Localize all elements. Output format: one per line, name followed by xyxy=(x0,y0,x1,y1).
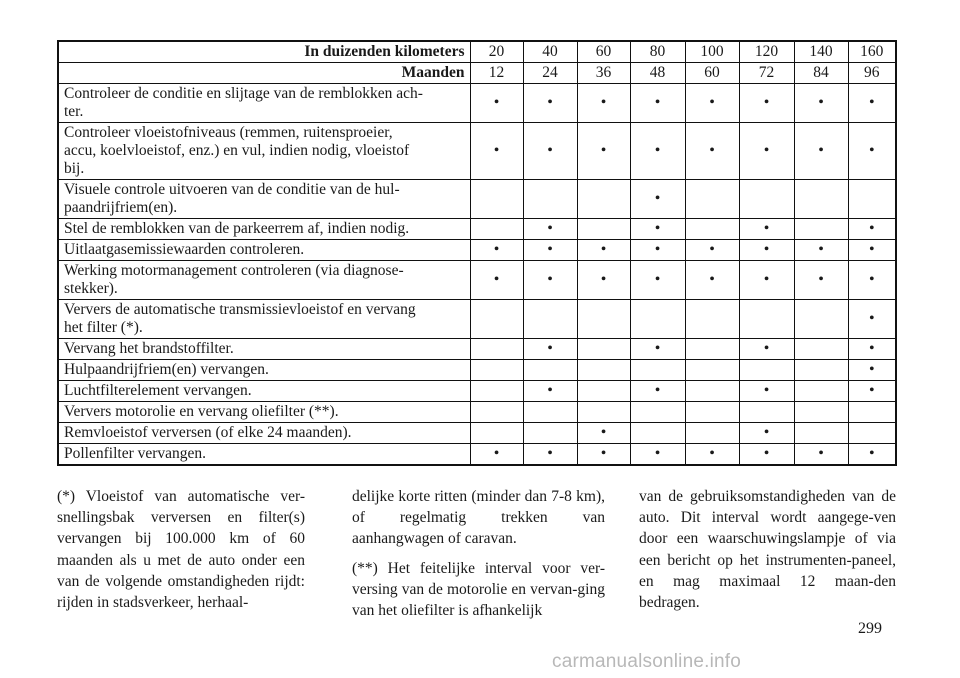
service-mark: • xyxy=(630,123,685,180)
empty-cell xyxy=(523,402,577,423)
schedule-row xyxy=(58,219,896,240)
service-mark: • xyxy=(470,123,523,180)
page-number: 299 xyxy=(858,620,882,637)
service-mark: • xyxy=(794,261,848,300)
schedule-row xyxy=(58,240,896,261)
empty-cell xyxy=(470,402,523,423)
empty-cell xyxy=(577,381,630,402)
task-label: Werking motormanagement controleren (via diagnose- stekker). xyxy=(58,261,470,300)
month-value: 24 xyxy=(523,63,577,84)
service-mark: • xyxy=(739,339,794,360)
empty-cell xyxy=(470,360,523,381)
empty-cell xyxy=(577,219,630,240)
footnote-transmission: (*) Vloeistof van automatische ver-snellingsbak verversen en filter(s) vervangen bij 100.000 km of 60 maanden als u met de auto onder een van de volgende omstandigheden rijdt: rijden in stadsverkeer, herhaal- xyxy=(57,488,305,612)
empty-cell xyxy=(794,360,848,381)
km-value: 60 xyxy=(577,41,630,63)
schedule-row xyxy=(58,300,896,339)
service-mark: • xyxy=(470,261,523,300)
service-mark: • xyxy=(794,240,848,261)
empty-cell xyxy=(577,360,630,381)
service-mark: • xyxy=(630,339,685,360)
empty-cell xyxy=(470,339,523,360)
empty-cell xyxy=(470,423,523,444)
task-label: Remvloeistof verversen (of elke 24 maanden). xyxy=(58,423,470,444)
empty-cell xyxy=(685,219,739,240)
empty-cell xyxy=(848,180,896,219)
service-mark: • xyxy=(577,444,630,466)
service-mark: • xyxy=(848,219,896,240)
km-value: 140 xyxy=(794,41,848,63)
empty-cell xyxy=(577,300,630,339)
schedule-row xyxy=(58,444,896,466)
empty-cell xyxy=(470,180,523,219)
service-mark: • xyxy=(685,123,739,180)
service-mark: • xyxy=(523,240,577,261)
month-value: 60 xyxy=(685,63,739,84)
empty-cell xyxy=(630,360,685,381)
service-mark: • xyxy=(630,84,685,123)
service-mark: • xyxy=(739,84,794,123)
service-mark: • xyxy=(577,240,630,261)
month-value: 48 xyxy=(630,63,685,84)
footnote-column-2 xyxy=(352,486,605,629)
empty-cell xyxy=(794,339,848,360)
km-value: 160 xyxy=(848,41,896,63)
service-mark: • xyxy=(794,84,848,123)
schedule-row xyxy=(58,180,896,219)
service-mark: • xyxy=(630,381,685,402)
schedule-row xyxy=(58,84,896,123)
empty-cell xyxy=(523,300,577,339)
service-mark: • xyxy=(577,423,630,444)
service-mark: • xyxy=(685,261,739,300)
empty-cell xyxy=(739,402,794,423)
empty-cell xyxy=(685,381,739,402)
month-value: 84 xyxy=(794,63,848,84)
service-mark: • xyxy=(848,444,896,466)
service-mark: • xyxy=(794,123,848,180)
empty-cell xyxy=(794,300,848,339)
service-mark: • xyxy=(470,84,523,123)
service-mark: • xyxy=(630,444,685,466)
service-mark: • xyxy=(470,444,523,466)
task-label: Ververs motorolie en vervang oliefilter (**). xyxy=(58,402,470,423)
task-label: Pollenfilter vervangen. xyxy=(58,444,470,466)
service-mark: • xyxy=(739,423,794,444)
empty-cell xyxy=(848,423,896,444)
service-mark: • xyxy=(794,444,848,466)
empty-cell xyxy=(630,423,685,444)
empty-cell xyxy=(577,402,630,423)
task-label: Stel de remblokken van de parkeerrem af, indien nodig. xyxy=(58,219,470,240)
month-value: 12 xyxy=(470,63,523,84)
task-label: Luchtfilterelement vervangen. xyxy=(58,381,470,402)
footnote-oil-interval-cont: van de gebruiksomstandigheden van de auto. Dit interval wordt aangege-ven door een waarschuwingslampje of via een bericht op het instrumenten-paneel, en mag maximaal 12 maan-den bedragen. xyxy=(639,488,896,612)
empty-cell xyxy=(739,360,794,381)
schedule-row xyxy=(58,123,896,180)
empty-cell xyxy=(630,402,685,423)
task-label: Ververs de automatische transmissievloeistof en vervang het filter (*). xyxy=(58,300,470,339)
service-mark: • xyxy=(523,84,577,123)
km-header-label: In duizenden kilometers xyxy=(58,41,470,63)
task-label: Uitlaatgasemissiewaarden controleren. xyxy=(58,240,470,261)
service-mark: • xyxy=(630,180,685,219)
empty-cell xyxy=(685,423,739,444)
service-mark: • xyxy=(685,444,739,466)
service-mark: • xyxy=(848,261,896,300)
empty-cell xyxy=(523,423,577,444)
schedule-row xyxy=(58,339,896,360)
service-mark: • xyxy=(739,240,794,261)
empty-cell xyxy=(794,180,848,219)
schedule-row xyxy=(58,381,896,402)
empty-cell xyxy=(630,300,685,339)
km-value: 40 xyxy=(523,41,577,63)
km-value: 20 xyxy=(470,41,523,63)
month-value: 72 xyxy=(739,63,794,84)
service-mark: • xyxy=(523,444,577,466)
watermark: carmanualsonline.info xyxy=(552,651,742,672)
service-mark: • xyxy=(470,240,523,261)
service-mark: • xyxy=(739,261,794,300)
task-label: Controleer vloeistofniveaus (remmen, ruitensproeier, accu, koelvloeistof, enz.) en vul, indien nodig, vloeistof bij. xyxy=(58,123,470,180)
km-value: 120 xyxy=(739,41,794,63)
service-mark: • xyxy=(739,219,794,240)
empty-cell xyxy=(685,300,739,339)
empty-cell xyxy=(794,402,848,423)
month-value: 96 xyxy=(848,63,896,84)
service-mark: • xyxy=(848,300,896,339)
service-mark: • xyxy=(739,381,794,402)
service-mark: • xyxy=(523,381,577,402)
empty-cell xyxy=(470,219,523,240)
service-mark: • xyxy=(685,84,739,123)
empty-cell xyxy=(739,180,794,219)
header-row-months xyxy=(58,63,896,84)
empty-cell xyxy=(685,360,739,381)
empty-cell xyxy=(577,339,630,360)
footnote-transmission-cont: delijke korte ritten (minder dan 7-8 km), of regelmatig trekken van aanhangwagen of caravan. xyxy=(352,488,605,548)
empty-cell xyxy=(794,381,848,402)
footnote-column-3 xyxy=(639,486,896,621)
schedule-row xyxy=(58,360,896,381)
service-mark: • xyxy=(739,123,794,180)
km-value: 100 xyxy=(685,41,739,63)
empty-cell xyxy=(577,180,630,219)
empty-cell xyxy=(470,381,523,402)
schedule-row xyxy=(58,261,896,300)
empty-cell xyxy=(685,339,739,360)
service-mark: • xyxy=(630,240,685,261)
service-mark: • xyxy=(523,339,577,360)
service-mark: • xyxy=(577,261,630,300)
empty-cell xyxy=(523,180,577,219)
empty-cell xyxy=(523,360,577,381)
empty-cell xyxy=(848,402,896,423)
service-mark: • xyxy=(630,261,685,300)
service-mark: • xyxy=(523,123,577,180)
months-header-label: Maanden xyxy=(58,63,470,84)
task-label: Vervang het brandstoffilter. xyxy=(58,339,470,360)
empty-cell xyxy=(685,402,739,423)
service-mark: • xyxy=(630,219,685,240)
task-label: Visuele controle uitvoeren van de conditie van de hul- paandrijfriem(en). xyxy=(58,180,470,219)
empty-cell xyxy=(685,180,739,219)
service-mark: • xyxy=(523,261,577,300)
service-mark: • xyxy=(577,84,630,123)
empty-cell xyxy=(794,423,848,444)
service-mark: • xyxy=(685,240,739,261)
service-mark: • xyxy=(848,360,896,381)
service-mark: • xyxy=(848,381,896,402)
service-mark: • xyxy=(848,123,896,180)
service-mark: • xyxy=(523,219,577,240)
footnote-column-1 xyxy=(57,486,305,621)
schedule-row xyxy=(58,423,896,444)
task-label: Controleer de conditie en slijtage van de remblokken ach- ter. xyxy=(58,84,470,123)
month-value: 36 xyxy=(577,63,630,84)
km-value: 80 xyxy=(630,41,685,63)
empty-cell xyxy=(470,300,523,339)
header-row-km xyxy=(58,41,896,63)
footnote-oil-interval: (**) Het feitelijke interval voor ver-versing van de motorolie en vervan-ging van het oliefilter is afhankelijk xyxy=(352,559,605,620)
service-mark: • xyxy=(848,84,896,123)
empty-cell xyxy=(739,300,794,339)
empty-cell xyxy=(794,219,848,240)
task-label: Hulpaandrijfriem(en) vervangen. xyxy=(58,360,470,381)
service-mark: • xyxy=(848,339,896,360)
service-mark: • xyxy=(739,444,794,466)
service-mark: • xyxy=(848,240,896,261)
schedule-row xyxy=(58,402,896,423)
maintenance-schedule-table xyxy=(57,40,897,466)
service-mark: • xyxy=(577,123,630,180)
